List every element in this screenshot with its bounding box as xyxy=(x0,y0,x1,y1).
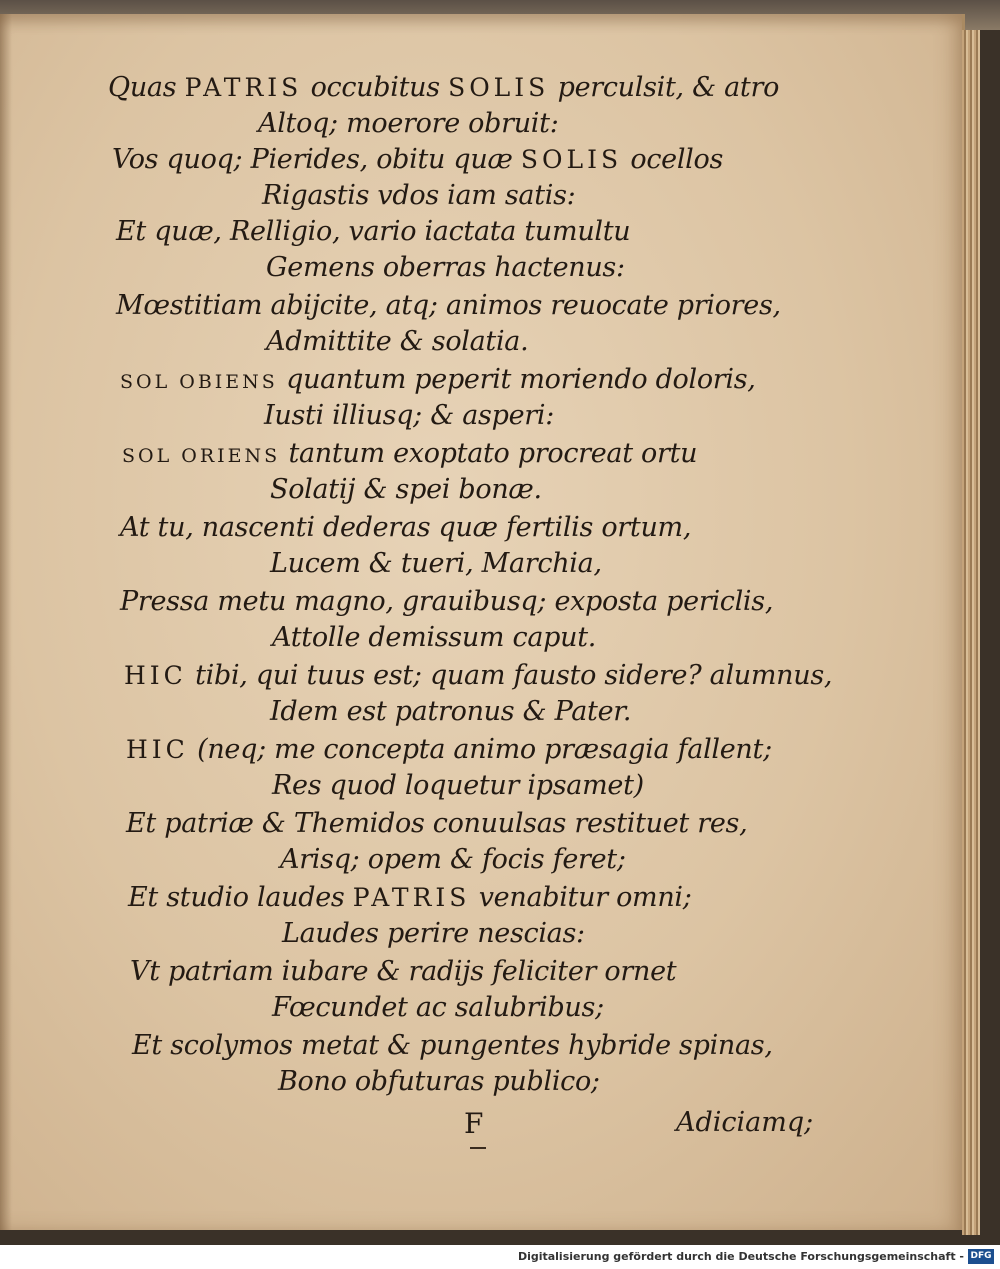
signature-mark: F xyxy=(464,1107,484,1140)
poem-line-19: HIC (neq; me concepta animo præsagia fallent; xyxy=(126,734,772,765)
poem-line-18: Idem est patronus & Pater. xyxy=(270,696,632,727)
poem-line-12: Solatij & spei bonæ. xyxy=(270,474,542,505)
poem-line-23: Et studio laudes PATRIS venabitur omni; xyxy=(128,882,692,913)
poem-line-13: At tu, nascenti dederas quæ fertilis ortum, xyxy=(120,512,692,543)
poem-line-15: Pressa metu magno, grauibusq; exposta periclis, xyxy=(120,586,774,617)
poem-line-10: Iusti illiusq; & asperi: xyxy=(264,400,554,431)
poem-line-28: Bono obfuturas publico; xyxy=(278,1066,600,1097)
poem-line-20: Res quod loquetur ipsamet) xyxy=(272,770,644,801)
poem-line-25: Vt patriam iubare & radijs feliciter ornet xyxy=(130,956,677,987)
poem-line-6: Gemens oberras hactenus: xyxy=(266,252,625,283)
footer-bar xyxy=(0,1245,1000,1269)
poem-line-21: Et patriæ & Themidos conuulsas restituet res, xyxy=(126,808,748,839)
poem-line-11: SOL ORIENS tantum exoptato procreat ortu xyxy=(122,438,698,469)
poem-line-14: Lucem & tueri, Marchia, xyxy=(270,548,602,579)
poem-line-5: Et quæ, Relligio, vario iactata tumultu xyxy=(116,216,631,247)
gutter-shadow xyxy=(0,14,12,1230)
poem-line-24: Laudes perire nescias: xyxy=(282,918,585,949)
dfg-logo-icon: DFG xyxy=(968,1249,994,1264)
poem-line-3: Vos quoq; Pierides, obitu quæ SOLIS ocellos xyxy=(112,144,723,175)
poem-line-27: Et scolymos metat & pungentes hybride spinas, xyxy=(132,1030,773,1061)
poem-line-4: Rigastis vdos iam satis: xyxy=(262,180,576,211)
poem-line-7: Mœstitiam abijcite, atq; animos reuocate priores, xyxy=(116,290,781,321)
poem-line-9: SOL OBIENS quantum peperit moriendo doloris, xyxy=(120,364,756,395)
signature-underline xyxy=(470,1147,486,1149)
poem-line-22: Arisq; opem & focis feret; xyxy=(280,844,626,875)
poem-line-2: Altoq; moerore obruit: xyxy=(258,108,559,139)
poem-line-17: HIC tibi, qui tuus est; quam fausto sidere? alumnus, xyxy=(124,660,833,691)
poem-line-16: Attolle demissum caput. xyxy=(272,622,597,653)
poem-line-1: Quas PATRIS occubitus SOLIS perculsit, & atro xyxy=(108,72,780,103)
poem-line-8: Admittite & solatia. xyxy=(266,326,529,357)
poem-line-26: Fœcundet ac salubribus; xyxy=(272,992,604,1023)
page-stack-edge xyxy=(962,30,980,1235)
funding-notice: Digitalisierung gefördert durch die Deutsche Forschungsgemeinschaft - xyxy=(517,1250,964,1263)
catchword: Adiciamq; xyxy=(676,1107,814,1138)
